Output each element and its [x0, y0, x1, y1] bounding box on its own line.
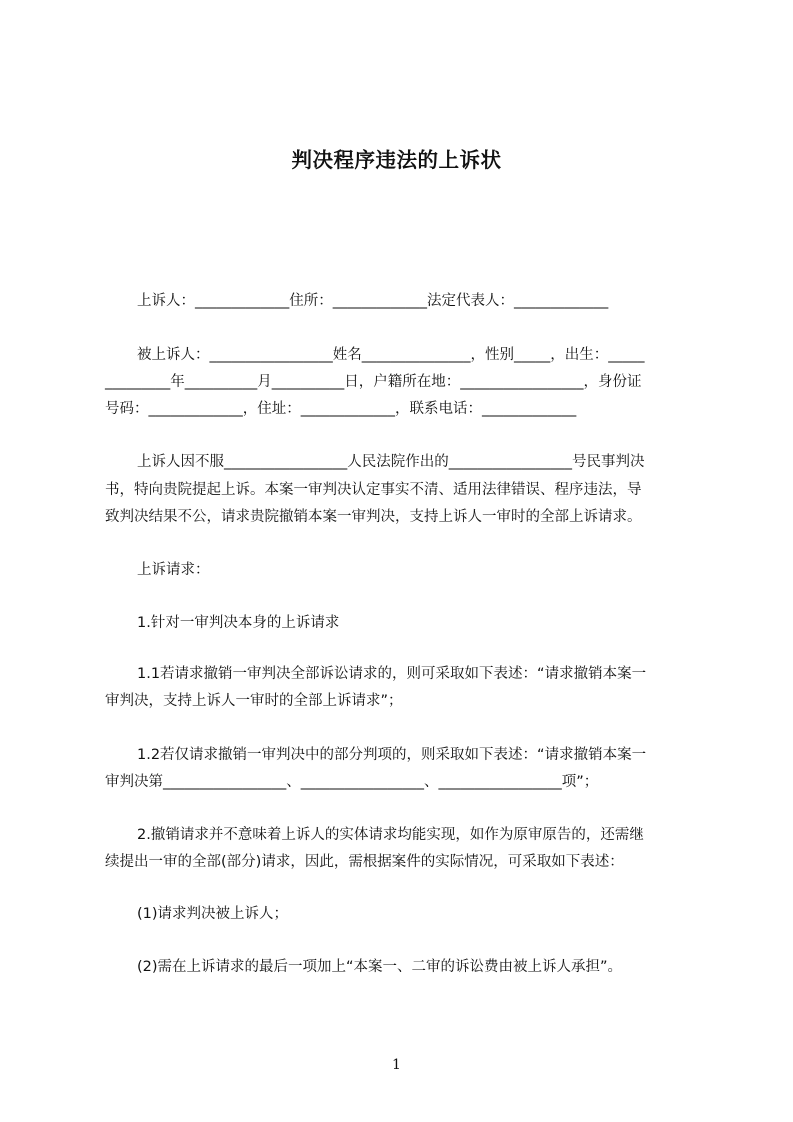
appellee-line-3: 号码：_____________，住址：_____________，联系电话：_____________ — [105, 401, 577, 417]
request-2-item-1: (1)请求判决被上诉人； — [137, 906, 289, 922]
appellee-line-1: 被上诉人：_________________姓名_______________，性别_____，出生：_____ — [137, 347, 645, 363]
request-2-line-2: 续提出一审的全部(部分)请求，因此，需根据案件的实际情况，可采取如下表述： — [105, 854, 624, 870]
request-2-item-2: (2)需在上诉请求的最后一项加上“本案一、二审的诉讼费由被上诉人承担”。 — [137, 959, 623, 975]
appeal-reason-line-3: 致判决结果不公，请求贵院撤销本案一审判决，支持上诉人一审时的全部上诉请求。 — [105, 509, 642, 525]
appellee-line-2: _________年__________月__________日，户籍所在地：_________________，身份证 — [105, 374, 642, 390]
appeal-reason-line-2: 书，特向贵院提起上诉。本案一审判决认定事实不清、适用法律错误、程序违法，导 — [105, 482, 642, 498]
request-1-heading: 1.针对一审判决本身的上诉请求 — [137, 615, 340, 631]
request-2-line-1: 2.撤销请求并不意味着上诉人的实体请求均能实现，如作为原审原告的，还需继 — [137, 827, 644, 843]
request-1-1-line-2: 审判决，支持上诉人一审时的全部上诉请求”； — [105, 693, 403, 709]
document-title: 判决程序违法的上诉状 — [291, 148, 502, 172]
appeal-requests-heading: 上诉请求： — [137, 562, 210, 578]
request-1-2-line-1: 1.2若仅请求撤销一审判决中的部分判项的，则采取如下表述：“请求撤销本案一 — [137, 747, 647, 763]
request-1-1-line-1: 1.1若请求撤销一审判决全部诉讼请求的，则可采取如下表述：“请求撤销本案一 — [137, 666, 647, 682]
appeal-reason-line-1: 上诉人因不服_________________人民法院作出的_________________号民事判决 — [137, 454, 645, 470]
request-1-2-line-2: 审判决第_________________、_________________、_________________项”； — [105, 774, 599, 790]
appellant-line: 上诉人：_____________住所：_____________法定代表人：_____________ — [137, 293, 609, 309]
page-number: 1 — [392, 1057, 401, 1073]
